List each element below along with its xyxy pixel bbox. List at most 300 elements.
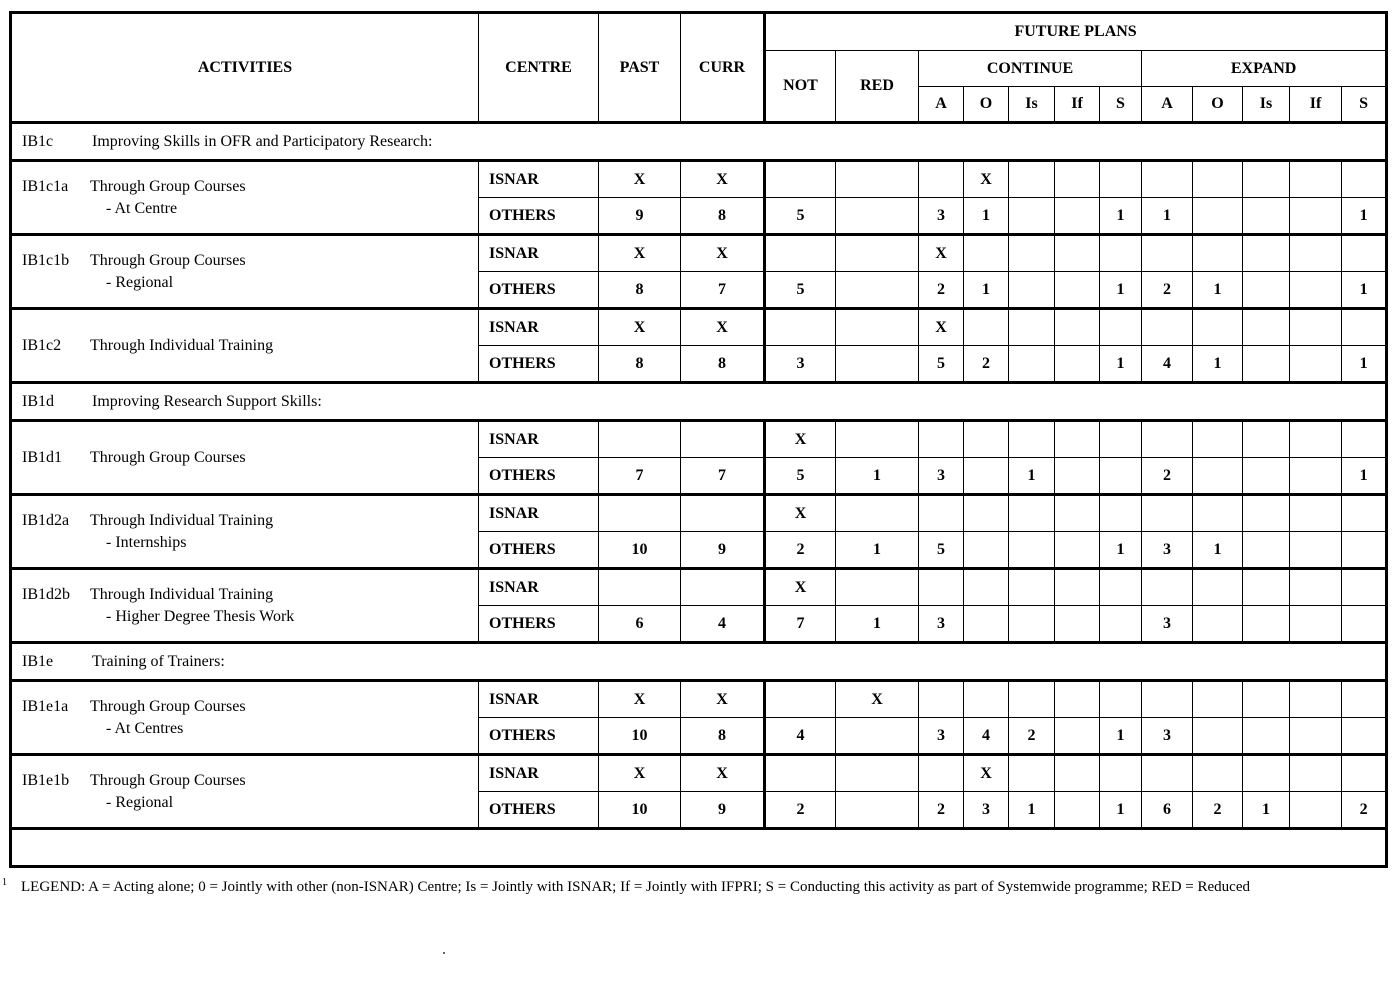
empty-row [11,829,1387,867]
value-cell [1142,421,1193,458]
value-cell [836,755,919,792]
value-cell [1342,532,1387,569]
header-not: NOT [765,51,836,123]
value-cell: 2 [765,792,836,829]
value-cell [1243,681,1290,718]
value-cell: 1 [1342,198,1387,235]
value-cell: 2 [1193,792,1243,829]
value-cell [1290,309,1342,346]
value-cell [836,495,919,532]
section-row [11,643,1387,681]
value-cell: 1 [836,458,919,495]
table-row [11,309,1387,346]
value-cell: 3 [1142,606,1193,643]
centre-cell: OTHERS [479,718,599,755]
value-cell: X [599,235,681,272]
value-cell [1055,718,1100,755]
value-cell: 1 [1142,198,1193,235]
value-cell [1243,346,1290,383]
value-cell [1193,495,1243,532]
value-cell [836,272,919,309]
value-cell [1009,346,1055,383]
value-cell [1055,161,1100,198]
value-cell: 5 [765,198,836,235]
value-cell [1243,606,1290,643]
stray-dot [443,952,445,954]
value-cell [1055,346,1100,383]
value-cell: 5 [765,458,836,495]
header-past: PAST [599,13,681,123]
value-cell: 10 [599,792,681,829]
activity-title: Through Individual Training [90,336,274,354]
value-cell: 3 [1142,718,1193,755]
value-cell [1142,681,1193,718]
value-cell [1290,532,1342,569]
value-cell [919,569,964,606]
activity-title: Through Individual Training [90,511,274,529]
table-row [11,161,1387,198]
value-cell [1243,235,1290,272]
value-cell [836,718,919,755]
value-cell: X [681,309,765,346]
legend-footnote-mark: 1 [2,877,7,888]
activity-code: IB1e1a [22,697,69,715]
value-cell: 9 [681,532,765,569]
value-cell: 5 [919,346,964,383]
centre-cell: ISNAR [479,495,599,532]
section-title: Improving Research Support Skills: [92,392,322,410]
value-cell [1193,606,1243,643]
value-cell [1290,606,1342,643]
centre-cell: OTHERS [479,606,599,643]
value-cell: 2 [919,272,964,309]
header-expand: EXPAND [1142,51,1387,87]
value-cell: 1 [964,272,1009,309]
header-centre: CENTRE [479,13,599,123]
value-cell: 8 [599,272,681,309]
activity-cell [11,495,479,569]
value-cell [836,198,919,235]
header-sub-expand-a: A [1142,87,1193,123]
activity-description [90,250,246,294]
value-cell: 3 [964,792,1009,829]
activity-subtitle: - Regional [106,793,174,811]
activity-title: Through Group Courses [90,771,246,789]
value-cell [1055,309,1100,346]
value-cell [1055,569,1100,606]
section-code: IB1c [22,132,54,150]
header-sub-continue-a: A [919,87,964,123]
value-cell [1342,235,1387,272]
table-row [11,681,1387,718]
value-cell [1193,421,1243,458]
table-body [11,123,1387,867]
value-cell: 4 [964,718,1009,755]
value-cell [599,495,681,532]
value-cell [1100,421,1142,458]
value-cell [1009,421,1055,458]
value-cell: 2 [765,532,836,569]
value-cell: 7 [765,606,836,643]
value-cell [1142,235,1193,272]
activity-title: Through Group Courses [90,251,246,269]
centre-cell: ISNAR [479,421,599,458]
value-cell: 10 [599,718,681,755]
value-cell [964,458,1009,495]
value-cell [1055,421,1100,458]
value-cell: 2 [1142,458,1193,495]
header-sub-continue-o: O [964,87,1009,123]
value-cell [1290,421,1342,458]
value-cell [1193,198,1243,235]
value-cell: 1 [1342,458,1387,495]
activity-cell [11,235,479,309]
value-cell: X [681,161,765,198]
value-cell: 4 [765,718,836,755]
value-cell: 1 [1009,792,1055,829]
activity-code: IB1d2b [22,585,70,603]
value-cell [1193,458,1243,495]
value-cell: 1 [836,606,919,643]
value-cell [1243,495,1290,532]
value-cell: 4 [681,606,765,643]
value-cell: 8 [681,198,765,235]
activity-title: Through Individual Training [90,585,274,603]
value-cell [1290,198,1342,235]
section-heading [11,123,1387,161]
table-row [11,235,1387,272]
value-cell [1193,235,1243,272]
value-cell [1055,458,1100,495]
value-cell: 3 [919,458,964,495]
value-cell [1193,681,1243,718]
legend-text: LEGEND: A = Acting alone; 0 = Jointly with other (non-ISNAR) Centre; Is = Jointly with ISNAR; If = Jointly with IFPRI; S = Conducting this activity as part of Systemwide programme; RED = Reduced [21,879,1250,895]
activity-title: Through Group Courses [90,177,246,195]
value-cell [1342,718,1387,755]
value-cell [836,309,919,346]
value-cell: X [964,161,1009,198]
header-continue: CONTINUE [919,51,1142,87]
value-cell [919,161,964,198]
value-cell [1243,569,1290,606]
value-cell [1009,235,1055,272]
value-cell [919,755,964,792]
table-row [11,495,1387,532]
value-cell [1342,309,1387,346]
value-cell [919,495,964,532]
value-cell [1009,161,1055,198]
value-cell: 1 [1100,198,1142,235]
table-row [11,569,1387,606]
value-cell [836,569,919,606]
value-cell [1055,272,1100,309]
value-cell [1290,346,1342,383]
value-cell [964,421,1009,458]
value-cell: 2 [964,346,1009,383]
value-cell [1193,755,1243,792]
activity-description [90,696,246,740]
value-cell [681,569,765,606]
value-cell: 1 [1009,458,1055,495]
value-cell: 3 [919,718,964,755]
activity-cell [11,421,479,495]
value-cell: X [599,161,681,198]
value-cell [1055,495,1100,532]
value-cell: 1 [1193,532,1243,569]
value-cell [1342,755,1387,792]
header-activities: ACTIVITIES [11,13,479,123]
section-code: IB1d [22,392,54,410]
section-code: IB1e [22,652,54,670]
centre-cell: ISNAR [479,755,599,792]
section-row [11,383,1387,421]
value-cell [836,792,919,829]
activity-description [90,335,273,357]
value-cell [1342,569,1387,606]
value-cell: 1 [1193,346,1243,383]
value-cell [1009,755,1055,792]
activity-description [90,770,246,814]
value-cell [1055,198,1100,235]
activity-cell [11,755,479,829]
activity-cell [11,309,479,383]
value-cell [1290,272,1342,309]
section-heading [11,383,1387,421]
value-cell: 7 [681,458,765,495]
value-cell: 5 [765,272,836,309]
activity-description [90,176,246,220]
value-cell [1193,309,1243,346]
value-cell [1290,495,1342,532]
activity-code: IB1e1b [22,771,70,789]
value-cell [1243,272,1290,309]
value-cell [964,495,1009,532]
section-row [11,123,1387,161]
value-cell: 3 [919,606,964,643]
value-cell [1243,458,1290,495]
value-cell: 7 [599,458,681,495]
centre-cell: OTHERS [479,792,599,829]
centre-cell: OTHERS [479,532,599,569]
value-cell [1142,569,1193,606]
value-cell [681,495,765,532]
value-cell: 1 [1243,792,1290,829]
value-cell [1100,606,1142,643]
value-cell [1100,755,1142,792]
value-cell [1055,755,1100,792]
centre-cell: OTHERS [479,272,599,309]
activity-title: Through Group Courses [90,697,246,715]
value-cell [1290,792,1342,829]
value-cell: 3 [1142,532,1193,569]
value-cell: 6 [1142,792,1193,829]
section-title: Training of Trainers: [92,652,225,670]
value-cell [1243,718,1290,755]
value-cell [1342,606,1387,643]
value-cell [1055,532,1100,569]
value-cell [1193,569,1243,606]
empty-cell [11,829,1387,867]
value-cell: X [599,681,681,718]
centre-cell: OTHERS [479,346,599,383]
value-cell: 2 [1009,718,1055,755]
value-cell: X [681,755,765,792]
value-cell [765,755,836,792]
value-cell [1243,198,1290,235]
value-cell: X [836,681,919,718]
section-heading [11,643,1387,681]
header-sub-expand-s: S [1342,87,1387,123]
value-cell [1009,681,1055,718]
value-cell [836,346,919,383]
activity-code: IB1c1b [22,251,70,269]
value-cell [1055,606,1100,643]
activity-code: IB1d2a [22,511,70,529]
value-cell [836,421,919,458]
activity-subtitle: - Higher Degree Thesis Work [106,607,295,625]
value-cell [1100,161,1142,198]
value-cell [964,532,1009,569]
header-red: RED [836,51,919,123]
table-row [11,755,1387,792]
value-cell [1290,235,1342,272]
centre-cell: OTHERS [479,458,599,495]
value-cell [1243,755,1290,792]
value-cell: 9 [681,792,765,829]
value-cell [1290,569,1342,606]
value-cell [599,569,681,606]
activity-description [90,584,294,628]
value-cell [765,681,836,718]
value-cell [1009,606,1055,643]
value-cell [836,161,919,198]
value-cell [919,421,964,458]
value-cell [964,606,1009,643]
value-cell: X [765,569,836,606]
activity-subtitle: - At Centres [106,719,184,737]
value-cell: 1 [836,532,919,569]
header-future-plans: FUTURE PLANS [765,13,1387,51]
value-cell [1009,272,1055,309]
value-cell [964,569,1009,606]
value-cell: 8 [681,718,765,755]
value-cell [1142,495,1193,532]
value-cell [836,235,919,272]
value-cell: 5 [919,532,964,569]
value-cell: X [599,755,681,792]
value-cell: 1 [1100,718,1142,755]
value-cell: X [681,681,765,718]
future-plans-table [9,11,1388,868]
value-cell [1142,309,1193,346]
table-header [11,13,1387,123]
centre-cell: OTHERS [479,198,599,235]
value-cell [1142,161,1193,198]
value-cell [1290,755,1342,792]
value-cell: 9 [599,198,681,235]
value-cell [1100,569,1142,606]
value-cell: X [919,235,964,272]
value-cell [964,309,1009,346]
value-cell [1100,681,1142,718]
activity-code: IB1c2 [22,336,62,354]
activity-code: IB1c1a [22,177,69,195]
value-cell [1243,309,1290,346]
value-cell [964,235,1009,272]
value-cell [1193,161,1243,198]
value-cell [1243,532,1290,569]
value-cell [1009,532,1055,569]
value-cell [1290,718,1342,755]
value-cell [1193,718,1243,755]
value-cell: 2 [1342,792,1387,829]
value-cell: 3 [765,346,836,383]
value-cell [1100,458,1142,495]
value-cell [765,309,836,346]
value-cell: 1 [1100,532,1142,569]
table-row [11,421,1387,458]
value-cell: 2 [1142,272,1193,309]
section-title: Improving Skills in OFR and Participatory Research: [92,132,433,150]
activity-code: IB1d1 [22,448,62,466]
centre-cell: ISNAR [479,681,599,718]
value-cell: 1 [1342,272,1387,309]
value-cell [919,681,964,718]
value-cell: 4 [1142,346,1193,383]
value-cell [1243,161,1290,198]
value-cell [1055,235,1100,272]
header-sub-expand-o: O [1193,87,1243,123]
value-cell [1055,792,1100,829]
value-cell: X [599,309,681,346]
value-cell: 7 [681,272,765,309]
value-cell [1142,755,1193,792]
value-cell: X [919,309,964,346]
centre-cell: ISNAR [479,161,599,198]
value-cell: 10 [599,532,681,569]
value-cell: 8 [681,346,765,383]
value-cell [1009,309,1055,346]
value-cell [1100,495,1142,532]
header-sub-continue-if: If [1055,87,1100,123]
value-cell [1009,198,1055,235]
value-cell [1290,458,1342,495]
header-sub-expand-if: If [1290,87,1342,123]
value-cell [599,421,681,458]
value-cell [765,161,836,198]
value-cell: X [964,755,1009,792]
value-cell: X [681,235,765,272]
value-cell: 1 [1193,272,1243,309]
value-cell [1342,495,1387,532]
value-cell [1009,495,1055,532]
value-cell [1100,309,1142,346]
header-sub-continue-is: Is [1009,87,1055,123]
centre-cell: ISNAR [479,569,599,606]
activity-description [90,447,246,469]
header-sub-continue-s: S [1100,87,1142,123]
value-cell [1342,681,1387,718]
value-cell [1009,569,1055,606]
value-cell: 6 [599,606,681,643]
activity-title: Through Group Courses [90,448,246,466]
value-cell: 8 [599,346,681,383]
value-cell [1055,681,1100,718]
value-cell [1290,161,1342,198]
value-cell: 1 [1342,346,1387,383]
value-cell: 1 [964,198,1009,235]
value-cell [681,421,765,458]
